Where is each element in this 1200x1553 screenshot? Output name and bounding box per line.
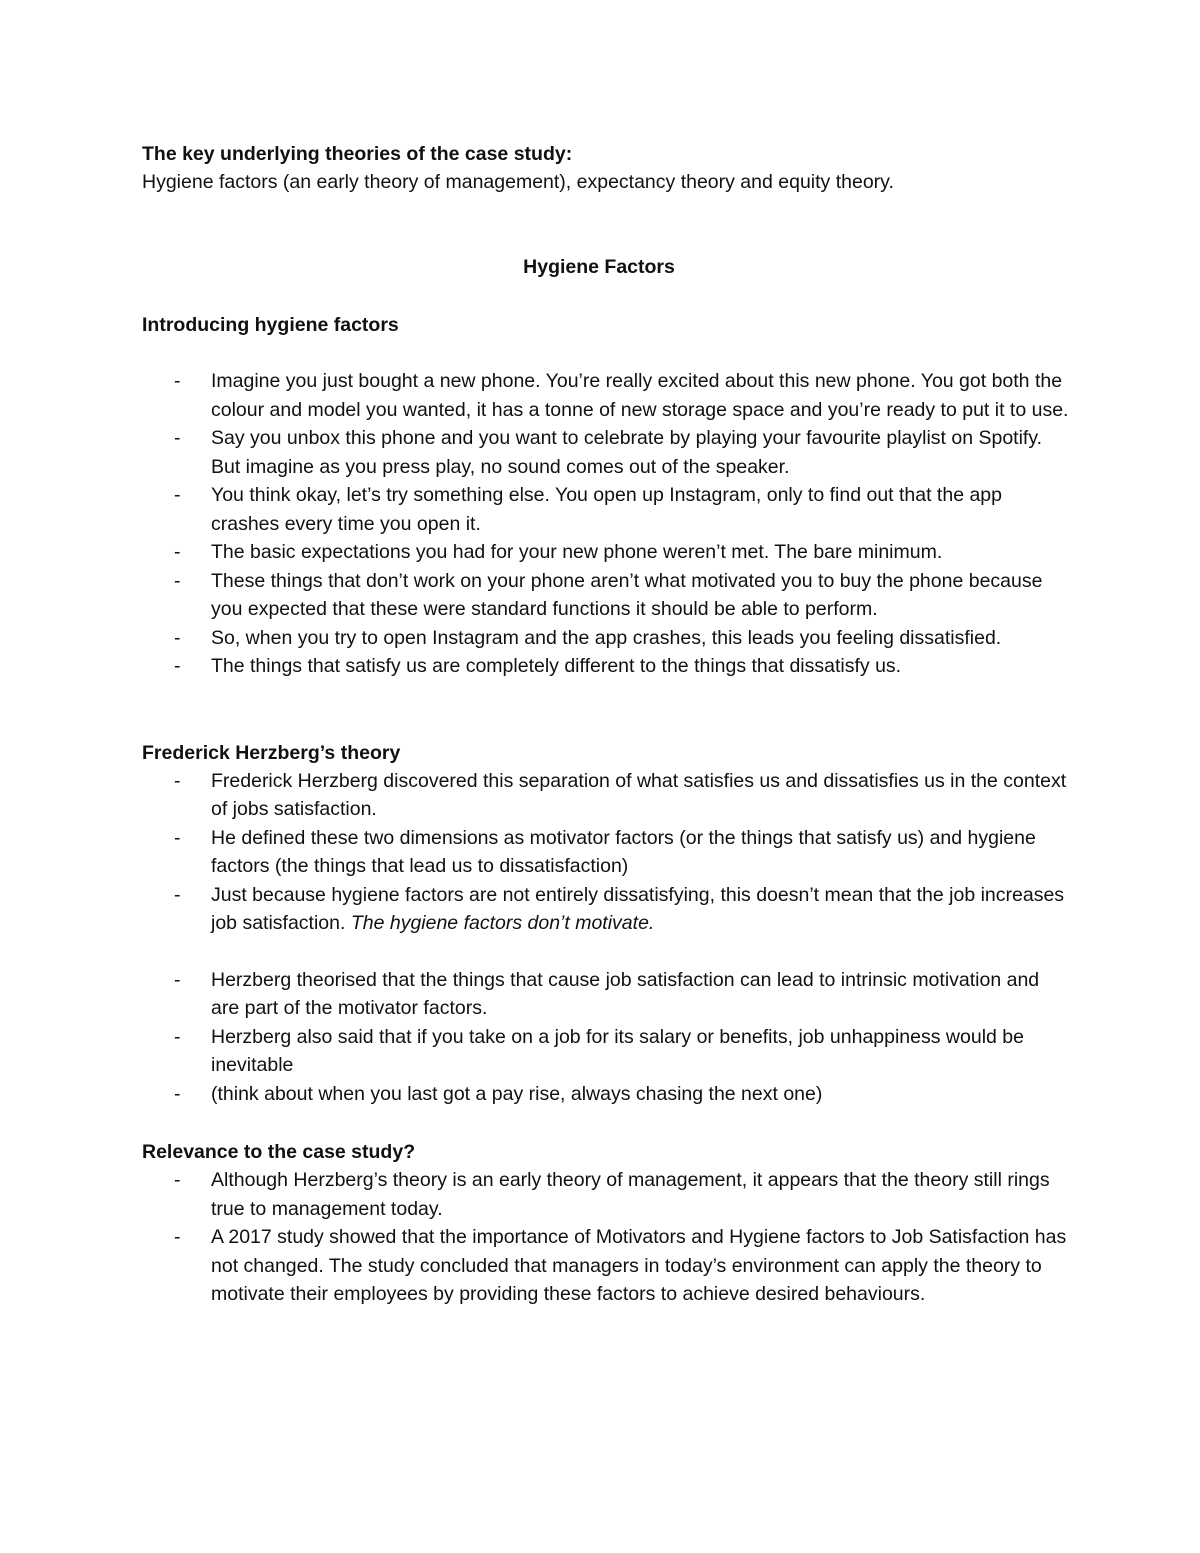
list-item-text: Herzberg theorised that the things that cause job satisfaction can lead to intrinsic motivation and are part of the motivator factors.	[211, 968, 1040, 1019]
section-title: Hygiene Factors	[523, 256, 675, 278]
list-item	[142, 966, 1071, 1023]
document-page	[142, 140, 1072, 1309]
herzberg-heading: Frederick Herzberg’s theory	[142, 741, 401, 764]
list-item	[142, 367, 1071, 424]
list-item	[142, 424, 1071, 481]
bullet-marker: -	[174, 968, 181, 991]
list-item	[142, 881, 1071, 938]
bullet-marker: -	[174, 370, 181, 392]
list-item	[142, 1166, 1071, 1223]
introducing-list	[142, 367, 1072, 681]
relevance-list	[142, 1166, 1072, 1309]
bullet-marker: -	[174, 484, 181, 506]
list-item-text: The things that satisfy us are completely different to the things that dissatisfy us.	[211, 655, 902, 677]
bullet-marker: -	[174, 1169, 181, 1191]
herzberg-list-b	[142, 966, 1072, 1109]
intro-text: Hygiene factors (an early theory of management), expectancy theory and equity theory.	[142, 171, 894, 193]
list-item-text: Frederick Herzberg discovered this separation of what satisfies us and dissatisfies us in the context of jobs satisfaction.	[211, 769, 1067, 820]
list-item-text: (think about when you last got a pay rise, always chasing the next one)	[211, 1082, 823, 1105]
bullet-marker: -	[174, 826, 181, 849]
list-item-text: You think okay, let’s try something else. You open up Instagram, only to find out that the app crashes every time you open it.	[211, 484, 1002, 535]
list-item-emphasis: The hygiene factors don’t motivate.	[350, 912, 655, 934]
bullet-marker: -	[174, 1025, 181, 1048]
list-item	[142, 624, 1071, 653]
relevance-heading: Relevance to the case study?	[142, 1141, 416, 1163]
list-item-text: The basic expectations you had for your new phone weren’t met. The bare minimum.	[211, 541, 943, 563]
bullet-marker: -	[174, 883, 181, 906]
bullet-marker: -	[174, 1082, 181, 1105]
list-item-text: Say you unbox this phone and you want to celebrate by playing your favourite playlist on Spotify. But imagine as you press play, no sound comes out of the speaker.	[211, 427, 1043, 478]
list-item	[142, 538, 1071, 567]
list-item-text: So, when you try to open Instagram and the app crashes, this leads you feeling dissatisfied.	[211, 626, 1002, 649]
bullet-marker: -	[174, 427, 181, 449]
list-item	[142, 767, 1071, 824]
list-item-text: He defined these two dimensions as motivator factors (or the things that satisfy us) and hygiene factors (the things that lead us to dissatisfaction)	[211, 826, 1036, 877]
list-item-text: Herzberg also said that if you take on a job for its salary or benefits, job unhappiness would be inevitable	[211, 1025, 1024, 1076]
list-item-text: These things that don’t work on your phone aren’t what motivated you to buy the phone because you expected that these were standard functions it should be able to perform.	[211, 569, 1043, 620]
list-item	[142, 481, 1071, 538]
intro-heading: The key underlying theories of the case study:	[142, 143, 573, 165]
list-item	[142, 824, 1071, 881]
list-item-text: Just because hygiene factors are not entirely dissatisfying, this doesn’t mean that the job increases job satisfaction.	[211, 883, 1065, 934]
bullet-marker: -	[174, 626, 181, 649]
bullet-marker: -	[174, 769, 181, 792]
list-item-text: Although Herzberg’s theory is an early theory of management, it appears that the theory still rings true to management today.	[211, 1169, 1050, 1220]
list-item	[142, 652, 1071, 681]
list-item	[142, 1223, 1071, 1309]
list-item-text: A 2017 study showed that the importance of Motivators and Hygiene factors to Job Satisfaction has not changed. The study concluded that managers in today’s environment can apply the theory to motivate their employees by providing these factors to achieve desired behaviours.	[211, 1226, 1067, 1305]
bullet-marker: -	[174, 569, 181, 592]
list-item	[142, 1080, 1071, 1109]
herzberg-list-a	[142, 767, 1072, 938]
bullet-marker: -	[174, 541, 181, 563]
introducing-heading: Introducing hygiene factors	[142, 314, 399, 336]
list-item	[142, 1023, 1071, 1080]
list-item	[142, 567, 1071, 624]
bullet-marker: -	[174, 655, 181, 677]
list-item-text: Imagine you just bought a new phone. You’re really excited about this new phone. You got both the colour and model you wanted, it has a tonne of new storage space and you’re ready to put it to use.	[211, 370, 1069, 421]
bullet-marker: -	[174, 1226, 181, 1248]
